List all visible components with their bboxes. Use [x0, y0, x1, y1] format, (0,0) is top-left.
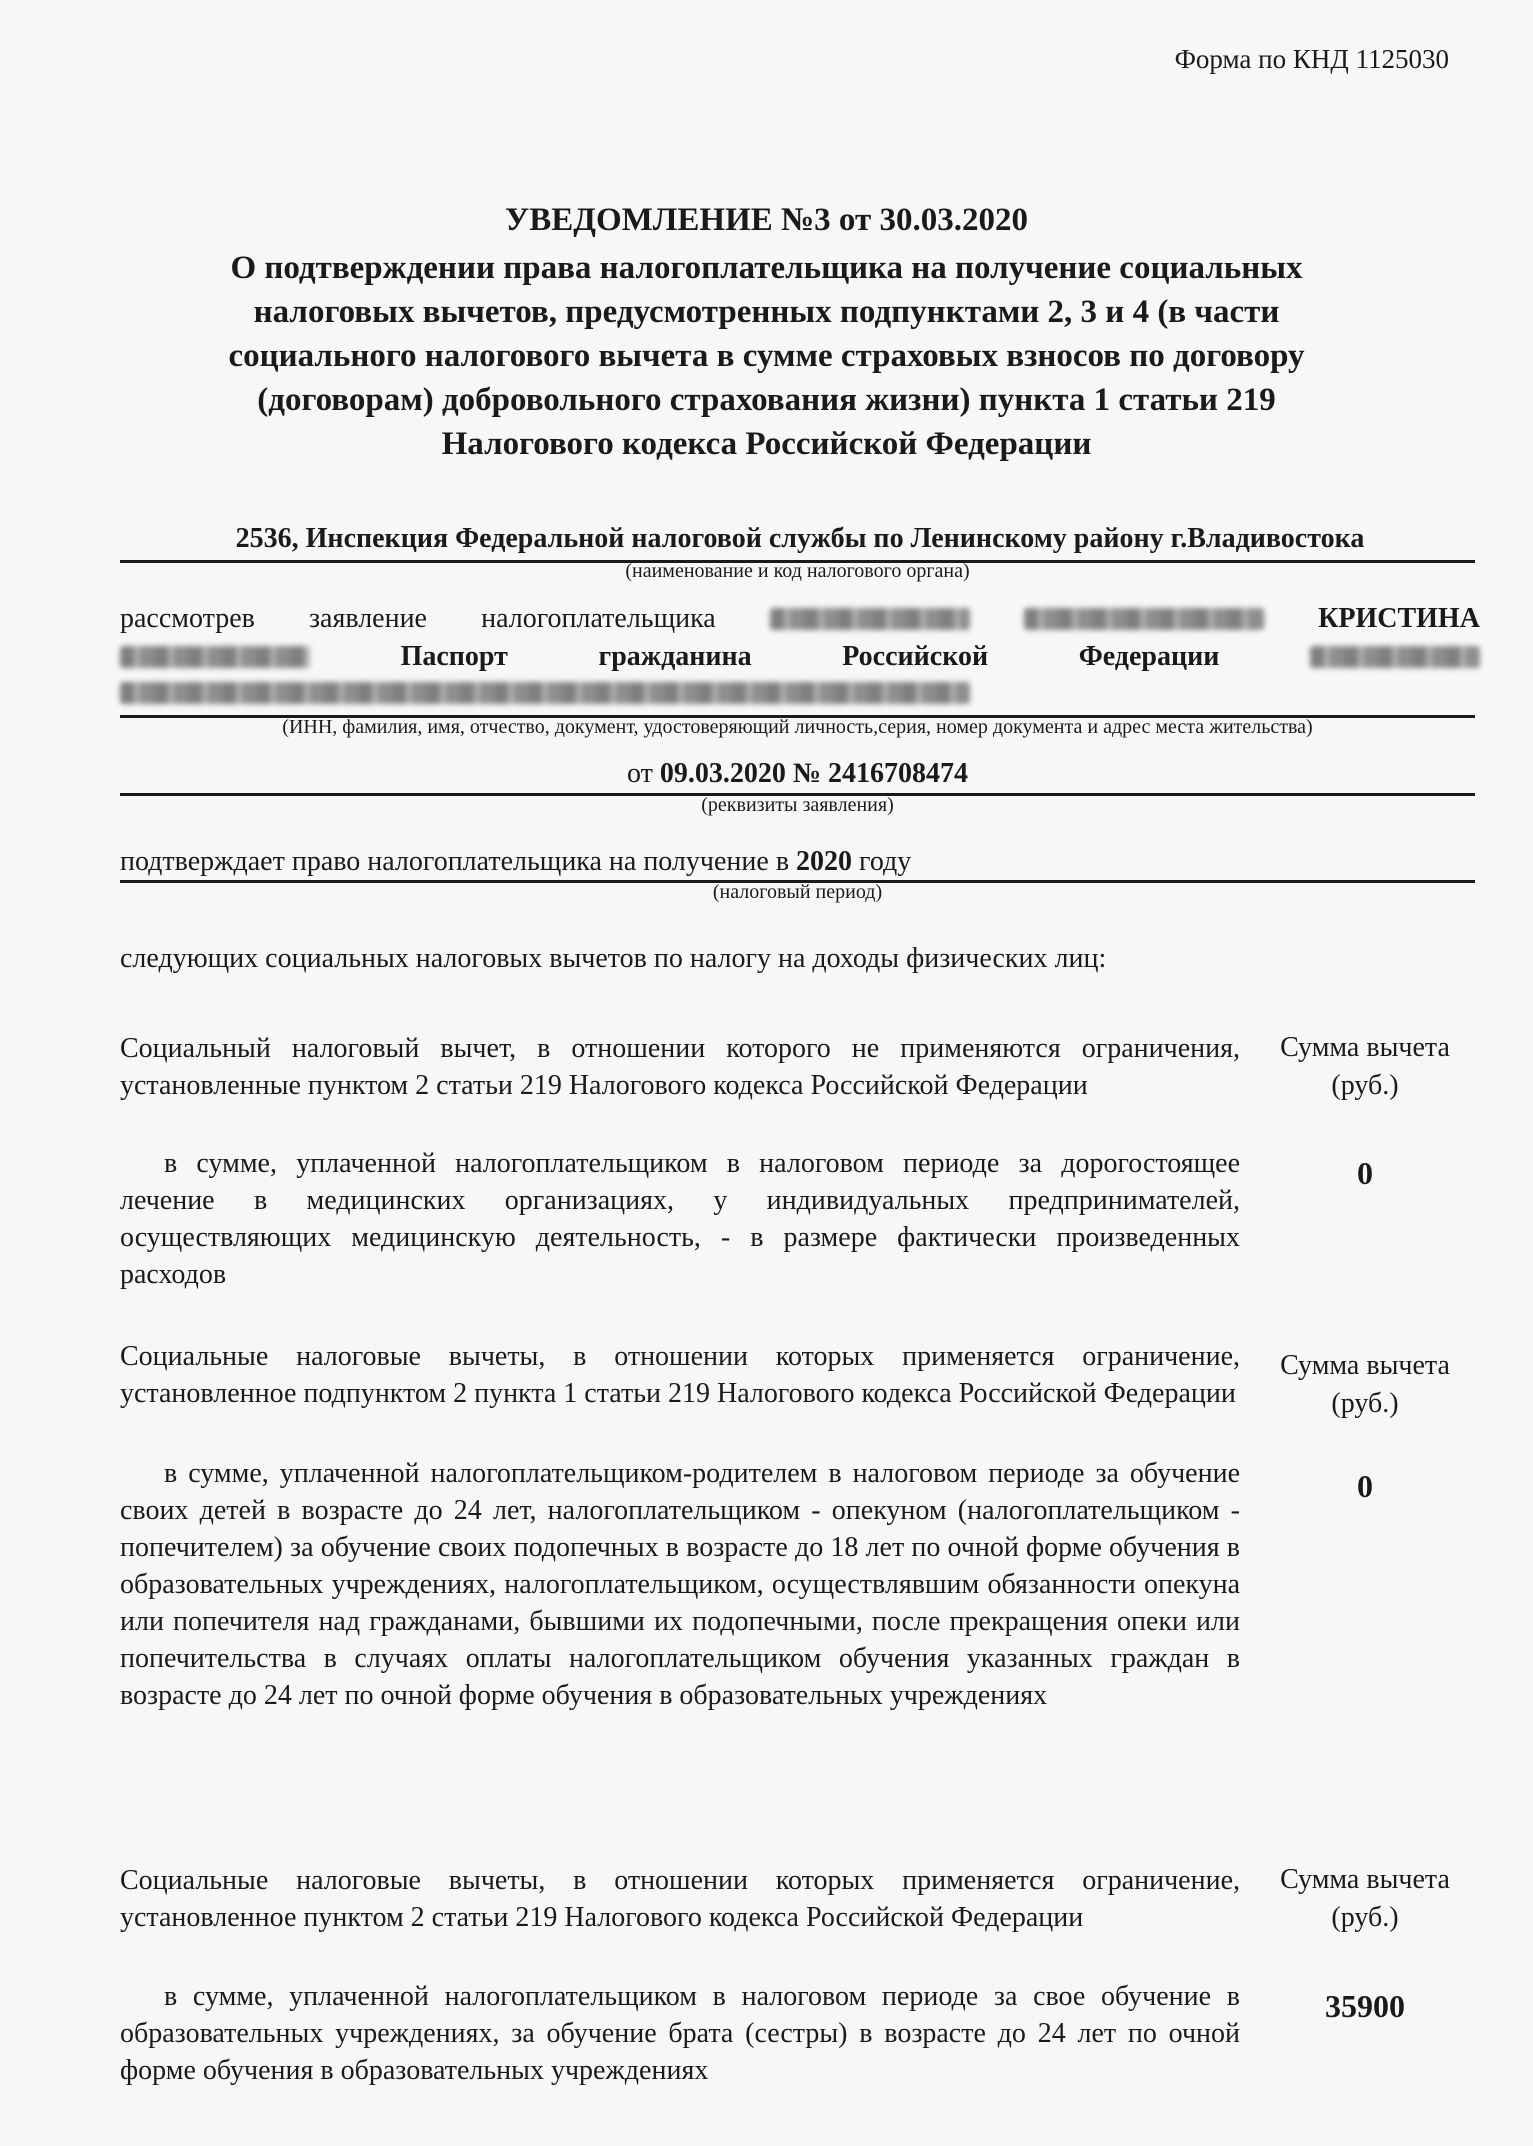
- document-word-4: Федерации: [1078, 641, 1220, 672]
- taxpayer-line-2: [120, 638, 1480, 675]
- section-2-detail: в сумме, уплаченной налогоплательщиком-родителем в налоговом периоде за обучение своих детей в возрасте до 24 лет, налогоплательщиком - опекуном (налогоплательщиком - попечителем) за обучение своих подопечных в возрасте до 18 лет по очной форме обучения в образовательных учреждениях, налогоплательщиком, осуществлявшим обязанности опекуна или попечителя над гражданами, бывшими их подопечными, после прекращения опеки или попечительства в случаях оплаты налогоплательщиком обучения указанных граждан в возрасте до 24 лет по очной форме обучения в образовательных учреждениях: [120, 1458, 1240, 1711]
- section-2-header: Социальные налоговые вычеты, в отношении которых применяется ограничение, установленное подпунктом 2 пункта 1 статьи 219 Налогового кодекса Российской Федерации: [120, 1341, 1240, 1409]
- redacted-patronymic: [120, 646, 310, 668]
- period-caption: (налоговый период): [712, 881, 883, 903]
- form-code: Форма по КНД 1125030: [1174, 44, 1449, 74]
- taxpayer-caption: (ИНН, фамилия, имя, отчество, документ, удостоверяющий личность,серия, номер документа и адрес места жительства): [282, 716, 1313, 738]
- section-3-sum-label: Сумма вычета (руб.): [1280, 1864, 1450, 1933]
- application-date: 09.03.2020: [659, 758, 786, 789]
- application-from-label: от: [626, 758, 653, 789]
- section-3-amount: 35900: [1325, 1988, 1405, 2024]
- intro-word-3: налогоплательщика: [481, 603, 716, 634]
- title-subject-line-5: Налогового кодекса Российской Федерации: [441, 426, 1092, 462]
- application-caption: (реквизиты заявления): [701, 794, 894, 816]
- document-word-2: гражданина: [598, 641, 752, 672]
- section-3-header: Социальные налоговые вычеты, в отношении которых применяется ограничение, установленное пунктом 2 статьи 219 Налогового кодекса Российской Федерации: [120, 1865, 1240, 1933]
- redacted-passport-series: [1310, 646, 1480, 668]
- title-subject-line-2: налоговых вычетов, предусмотренных подпунктами 2, 3 и 4 (в части: [253, 294, 1280, 330]
- redacted-inn: [770, 608, 970, 630]
- intro-word-2: заявление: [308, 603, 427, 634]
- redacted-address: [120, 682, 970, 704]
- taxpayer-first-name: КРИСТИНА: [1318, 603, 1480, 634]
- period-text-before: подтверждает право налогоплательщика на получение в: [120, 846, 790, 877]
- section-2-amount: 0: [1357, 1468, 1373, 1504]
- document-word-3: Российской: [842, 641, 989, 672]
- application-number: 2416708474: [828, 758, 968, 789]
- section-1-header: Социальный налоговый вычет, в отношении которого не применяются ограничения, установленные пунктом 2 статьи 219 Налогового кодекса Российской Федерации: [120, 1033, 1240, 1101]
- section-1-amount: 0: [1357, 1155, 1373, 1191]
- section-1-detail: в сумме, уплаченной налогоплательщиком в налоговом периоде за дорогостоящее лечение в медицинских организациях, у индивидуальных предпринимателей, осуществляющих медицинскую деятельность, - в размере фактически произведенных расходов: [120, 1148, 1240, 1290]
- title-subject-line-4: (договорам) добровольного страхования жизни) пункта 1 статьи 219: [257, 382, 1276, 418]
- tax-authority-caption: (наименование и код налогового органа): [625, 560, 970, 582]
- title-subject-line-1: О подтверждении права налогоплательщика на получение социальных: [230, 250, 1303, 286]
- tax-period-line: [120, 843, 911, 880]
- application-details: [120, 755, 1475, 792]
- application-number-label: №: [792, 758, 821, 789]
- period-year: 2020: [796, 846, 853, 877]
- deductions-intro: следующих социальных налоговых вычетов по налогу на доходы физических лиц:: [120, 943, 1107, 974]
- title-subject-line-3: социального налогового вычета в сумме страховых взносов по договору: [228, 338, 1305, 374]
- taxpayer-line-1: [120, 600, 1480, 637]
- taxpayer-address-line: [120, 678, 970, 708]
- document-word-1: Паспорт: [400, 641, 508, 672]
- intro-word-1: рассмотрев: [120, 603, 255, 634]
- section-3-detail: в сумме, уплаченной налогоплательщиком в налоговом периоде за свое обучение в образовательных учреждениях, за обучение брата (сестры) в возрасте до 24 лет по очной форме обучения в образовательных учреждениях: [120, 1981, 1240, 2086]
- redacted-surname: [1024, 608, 1264, 630]
- notification-title: УВЕДОМЛЕНИЕ №3 от 30.03.2020: [505, 202, 1028, 238]
- section-2-sum-label: Сумма вычета (руб.): [1280, 1350, 1450, 1419]
- tax-authority-name: 2536, Инспекция Федеральной налоговой службы по Ленинскому району г.Владивостока: [235, 523, 1365, 554]
- period-text-after: году: [859, 846, 912, 877]
- section-1-sum-label: Сумма вычета (руб.): [1280, 1032, 1450, 1101]
